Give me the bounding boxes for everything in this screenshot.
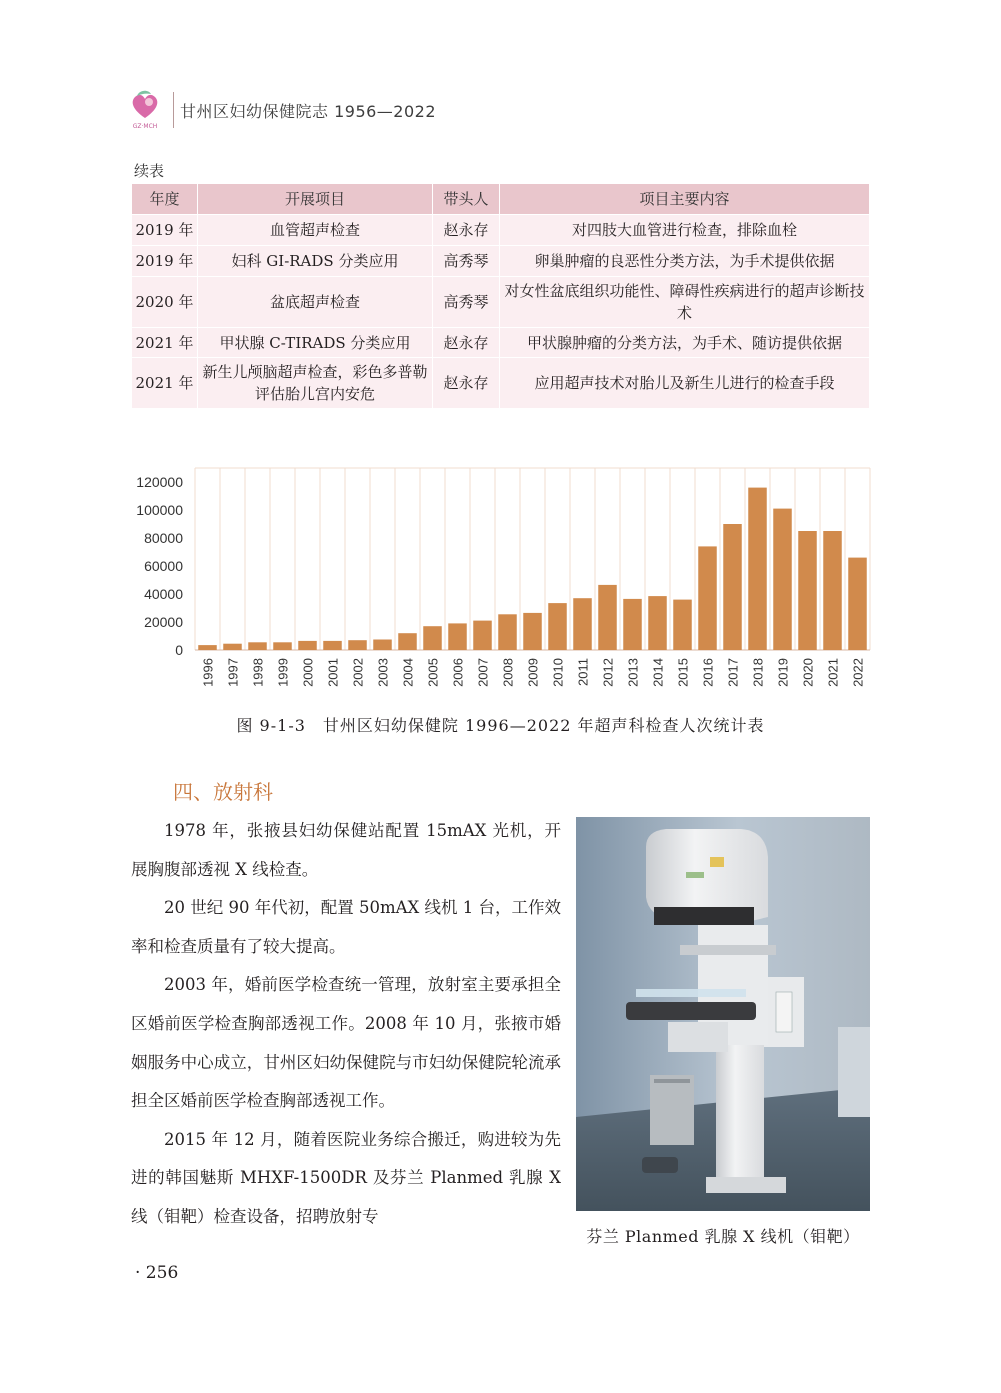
chart-bar [548,603,567,650]
x-tick-label: 2007 [475,658,491,687]
paragraph: 1978 年，张掖县妇幼保健站配置 15mAX 光机，开展胸腹部透视 X 线检查。 [131,821,561,879]
x-tick-label: 2011 [575,658,591,686]
x-tick-label: 2017 [725,658,741,687]
chart-bar [598,585,617,650]
table-row [132,328,870,358]
y-tick-label: 80000 [144,530,183,546]
y-tick-label: 120000 [136,474,183,490]
chart-bar [573,598,592,650]
header-content: 项目主要内容 [500,184,870,215]
book-title: 甘州区妇幼保健院志 1956—2022 [180,102,437,121]
y-tick-label: 20000 [144,614,183,630]
photo-caption: 芬兰 Planmed 乳腺 X 线机（钼靶） [586,1227,860,1246]
cell-year: 2019 年 [132,215,198,246]
x-tick-label: 2016 [700,658,716,687]
project-table [131,183,870,409]
figure-caption: 图 9-1-3 甘州区妇幼保健院 1996—2022 年超声科检查人次统计表 [236,716,765,735]
chart-bar [298,641,317,650]
x-tick-label: 2019 [775,658,791,687]
table-row [132,215,870,246]
chart-bar [623,599,642,650]
x-tick-label: 2015 [675,658,691,687]
chart-bar [673,600,692,650]
cell-project: 盆底超声检查 [198,277,433,328]
y-tick-label: 100000 [136,502,183,518]
chart-bar [398,633,417,650]
x-tick-label: 1997 [225,658,241,687]
x-tick-label: 2022 [850,658,866,687]
chart-bar [198,645,217,650]
x-tick-label: 2005 [425,658,441,687]
chart-bar [248,642,267,650]
table-header-row [132,184,870,215]
chart-bar [473,621,492,650]
x-tick-label: 2014 [650,658,666,687]
cell-project: 血管超声检查 [198,215,433,246]
x-tick-label: 2000 [300,658,316,687]
x-tick-label: 1999 [275,658,291,687]
cell-project: 妇科 GI-RADS 分类应用 [198,246,433,277]
x-tick-label: 2003 [375,658,391,687]
chart-bar [273,642,292,650]
chart-bar [523,613,542,650]
header-project: 开展项目 [198,184,433,215]
x-tick-label: 2001 [325,658,341,687]
header-leader: 带头人 [433,184,500,215]
y-tick-label: 0 [175,642,183,658]
continued-table-label: 续表 [134,162,165,180]
x-tick-label: 2008 [500,658,516,687]
chart-bar [798,531,817,650]
header-divider [173,92,174,128]
x-tick-label: 2002 [350,658,366,687]
table-row [132,246,870,277]
x-tick-label: 2012 [600,658,616,687]
chart-bar [448,623,467,650]
x-tick-label: 2010 [550,658,566,687]
page-number: · 256 [135,1263,179,1283]
cell-project: 甲状腺 C-TIRADS 分类应用 [198,328,433,358]
mammography-machine-photo [576,817,870,1211]
chart-bar [348,640,367,650]
header-year: 年度 [132,184,198,215]
x-tick-label: 2006 [450,658,466,687]
paragraph: 2003 年，婚前医学检查统一管理，放射室主要承担全区婚前医学检查胸部透视工作。2008 年 10 月，张掖市婚姻服务中心成立，甘州区妇幼保健院与市妇幼保健院轮流承担全区婚前医学检查胸部透视工作。 [131,975,561,1111]
cell-leader: 高秀琴 [433,246,500,277]
cell-content: 卵巢肿瘤的良恶性分类方法，为手术提供依据 [500,246,870,277]
hospital-logo [128,88,162,130]
table-row [132,277,870,328]
chart-bar [423,626,442,650]
x-tick-label: 2020 [800,658,816,687]
chart-bar [223,644,242,650]
cell-content: 甲状腺肿瘤的分类方法，为手术、随访提供依据 [500,328,870,358]
x-tick-label: 1998 [250,658,266,687]
section-title: 四、放射科 [173,780,273,804]
table-row [132,358,870,409]
cell-content: 对四肢大血管进行检查，排除血栓 [500,215,870,246]
ultrasound-exam-bar-chart [120,462,880,712]
cell-year: 2020 年 [132,277,198,328]
x-tick-label: 2009 [525,658,541,687]
cell-year: 2021 年 [132,358,198,409]
x-tick-label: 1996 [200,658,216,687]
chart-bar [373,640,392,651]
chart-bar [648,596,667,650]
x-tick-label: 2018 [750,658,766,687]
cell-leader: 赵永存 [433,358,500,409]
paragraph: 2015 年 12 月，随着医院业务综合搬迁，购进较为先进的韩国魅斯 MHXF-1500DR 及芬兰 Planmed 乳腺 X 线（钼靶）检查设备，招聘放射专 [131,1129,561,1226]
cell-project: 新生儿颅脑超声检查，彩色多普勒评估胎儿宫内安危 [198,358,433,409]
paragraph: 20 世纪 90 年代初，配置 50mAX 线机 1 台，工作效率和检查质量有了较大提高。 [131,898,562,956]
y-tick-label: 40000 [144,586,183,602]
x-tick-label: 2004 [400,658,416,687]
cell-year: 2021 年 [132,328,198,358]
x-tick-label: 2013 [625,658,641,687]
cell-content: 应用超声技术对胎儿及新生儿进行的检查手段 [500,358,870,409]
cell-leader: 赵永存 [433,328,500,358]
cell-content: 对女性盆底组织功能性、障碍性疾病进行的超声诊断技术 [500,277,870,328]
chart-bar [498,614,517,650]
cell-leader: 高秀琴 [433,277,500,328]
chart-bar [748,488,767,650]
section-body [131,812,561,1237]
chart-bar [848,558,867,650]
cell-year: 2019 年 [132,246,198,277]
chart-bar [723,524,742,650]
chart-bar [323,641,342,650]
x-tick-label: 2021 [825,658,841,687]
chart-bar [698,546,717,650]
chart-bar [823,531,842,650]
logo-text: GZ·MCH [132,123,158,130]
cell-leader: 赵永存 [433,215,500,246]
chart-bar [773,509,792,650]
y-tick-label: 60000 [144,558,183,574]
